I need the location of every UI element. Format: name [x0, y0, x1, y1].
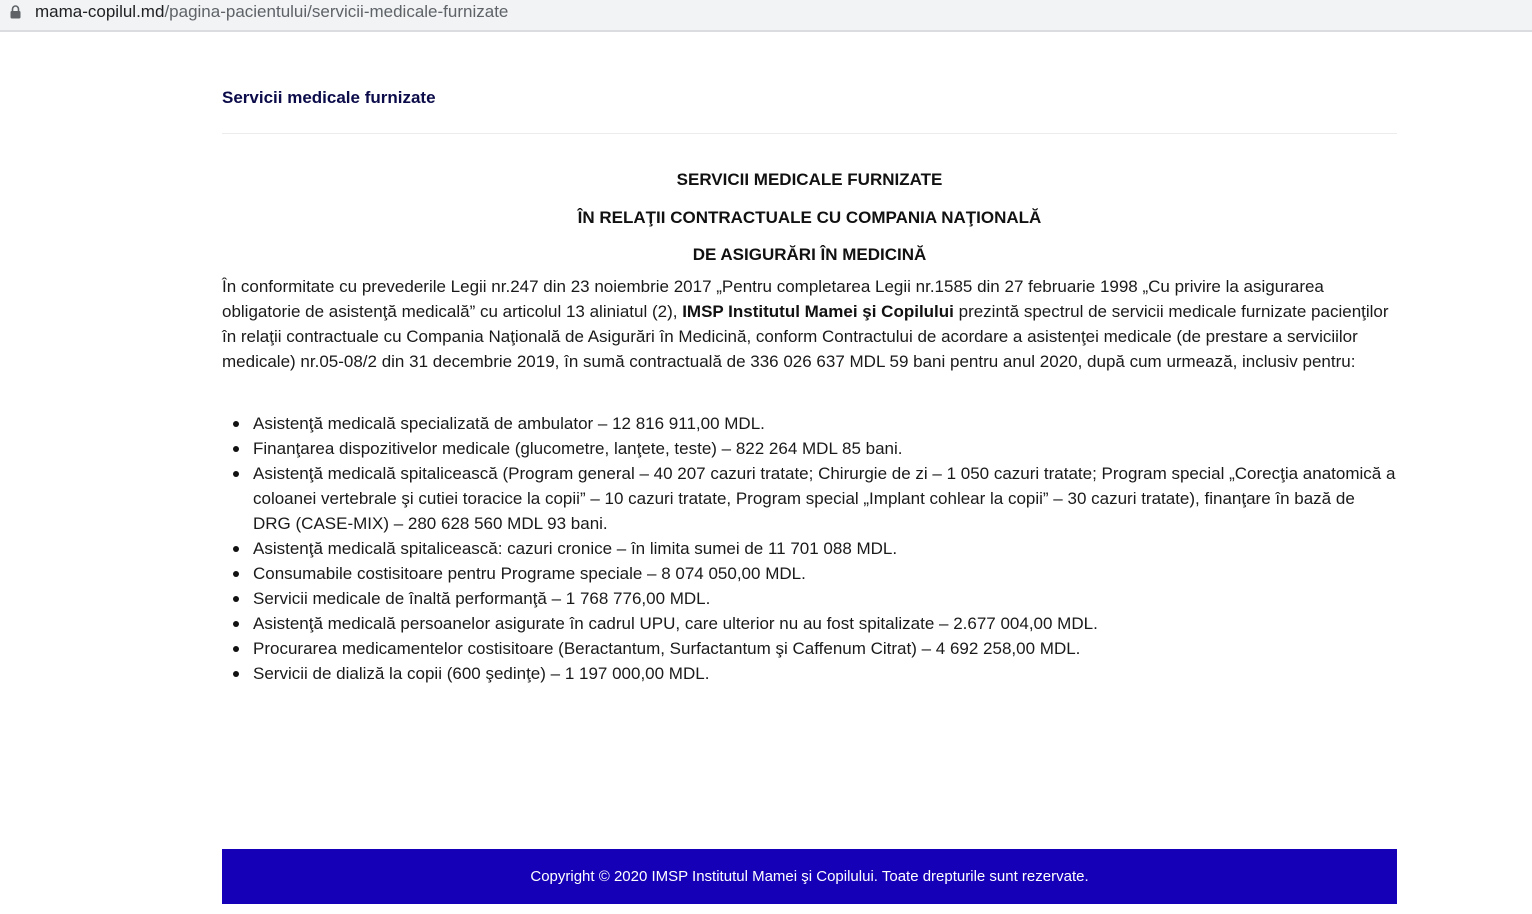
list-item: Asistenţă medicală spitalicească (Program general – 40 207 cazuri tratate; Chirurgie de zi – 1 050 cazuri tratate; Program special „Corecţia anatomică a coloanei vertebrale şi cutiei toracice la copii” – 10 cazuri tratate, Program special „Implant cohlear la copii” – 30 cazuri tratate), finanţare în bază de DRG (CASE-MIX) – 280 628 560 MDL 93 bani.	[253, 461, 1397, 536]
heading-line: ÎN RELAŢII CONTRACTUALE CU COMPANIA NAŢIONALĂ	[577, 207, 1042, 227]
footer	[222, 849, 1397, 904]
intro-text: În conformitate cu prevederile Legii nr.247 din 23 noiembrie 2017 „Pentru completarea Legii nr.1585 din 27 februarie 1998 „Cu privire la asigurarea obligatorie de asistenţă medicală” cu articolul 13 aliniatul (2),	[222, 277, 1324, 321]
title-divider	[222, 133, 1397, 134]
intro-paragraph	[222, 274, 1397, 374]
url-path: /pagina-pacientului/servicii-medicale-furnizate	[164, 2, 509, 21]
address-bar[interactable]	[0, 0, 1532, 32]
list-item: Asistenţă medicală specializată de ambulator – 12 816 911,00 MDL.	[253, 411, 1397, 436]
list-item: Servicii de dializă la copii (600 şedinţe) – 1 197 000,00 MDL.	[253, 661, 1397, 686]
content-heading	[222, 161, 1397, 274]
list-item: Servicii medicale de înaltă performanţă – 1 768 776,00 MDL.	[253, 586, 1397, 611]
list-item: Asistenţă medicală spitalicească: cazuri cronice – în limita sumei de 11 701 088 MDL.	[253, 536, 1397, 561]
intro-text: prezintă spectrul de servicii medicale furnizate pacienţilor în relaţii contractuale cu Compania Naţională de Asigurări în Medicină, conform Contractului de acordare a asistenţei medicale (de prestare a serviciilor medicale) nr.05-08/2 din 31 decembrie 2019, în sumă contractuală de 336 026 637 MDL 59 bani pentru anul 2020, după cum urmează, inclusiv pentru:	[222, 302, 1389, 371]
list-item: Consumabile costisitoare pentru Programe speciale – 8 074 050,00 MDL.	[253, 561, 1397, 586]
list-item: Asistenţă medicală persoanelor asigurate în cadrul UPU, care ulterior nu au fost spitalizate – 2.677 004,00 MDL.	[253, 611, 1397, 636]
list-item: Finanţarea dispozitivelor medicale (glucometre, lanţete, teste) – 822 264 MDL 85 bani.	[253, 436, 1397, 461]
list-item: Procurarea medicamentelor costisitoare (Beractantum, Surfactantum şi Caffenum Citrat) – 4 692 258,00 MDL.	[253, 636, 1397, 661]
copyright-text: Copyright © 2020 IMSP Institutul Mamei şi Copilului. Toate drepturile sunt rezervate.	[530, 868, 1089, 885]
url-domain: mama-copilul.md	[35, 2, 165, 21]
page-title: Servicii medicale furnizate	[222, 88, 436, 107]
lock-icon[interactable]	[10, 5, 21, 19]
institution-name: IMSP Institutul Mamei şi Copilului	[682, 302, 954, 321]
heading-line: DE ASIGURĂRI ÎN MEDICINĂ	[692, 245, 927, 264]
services-list	[222, 411, 1397, 686]
heading-line: SERVICII MEDICALE FURNIZATE	[676, 170, 943, 189]
